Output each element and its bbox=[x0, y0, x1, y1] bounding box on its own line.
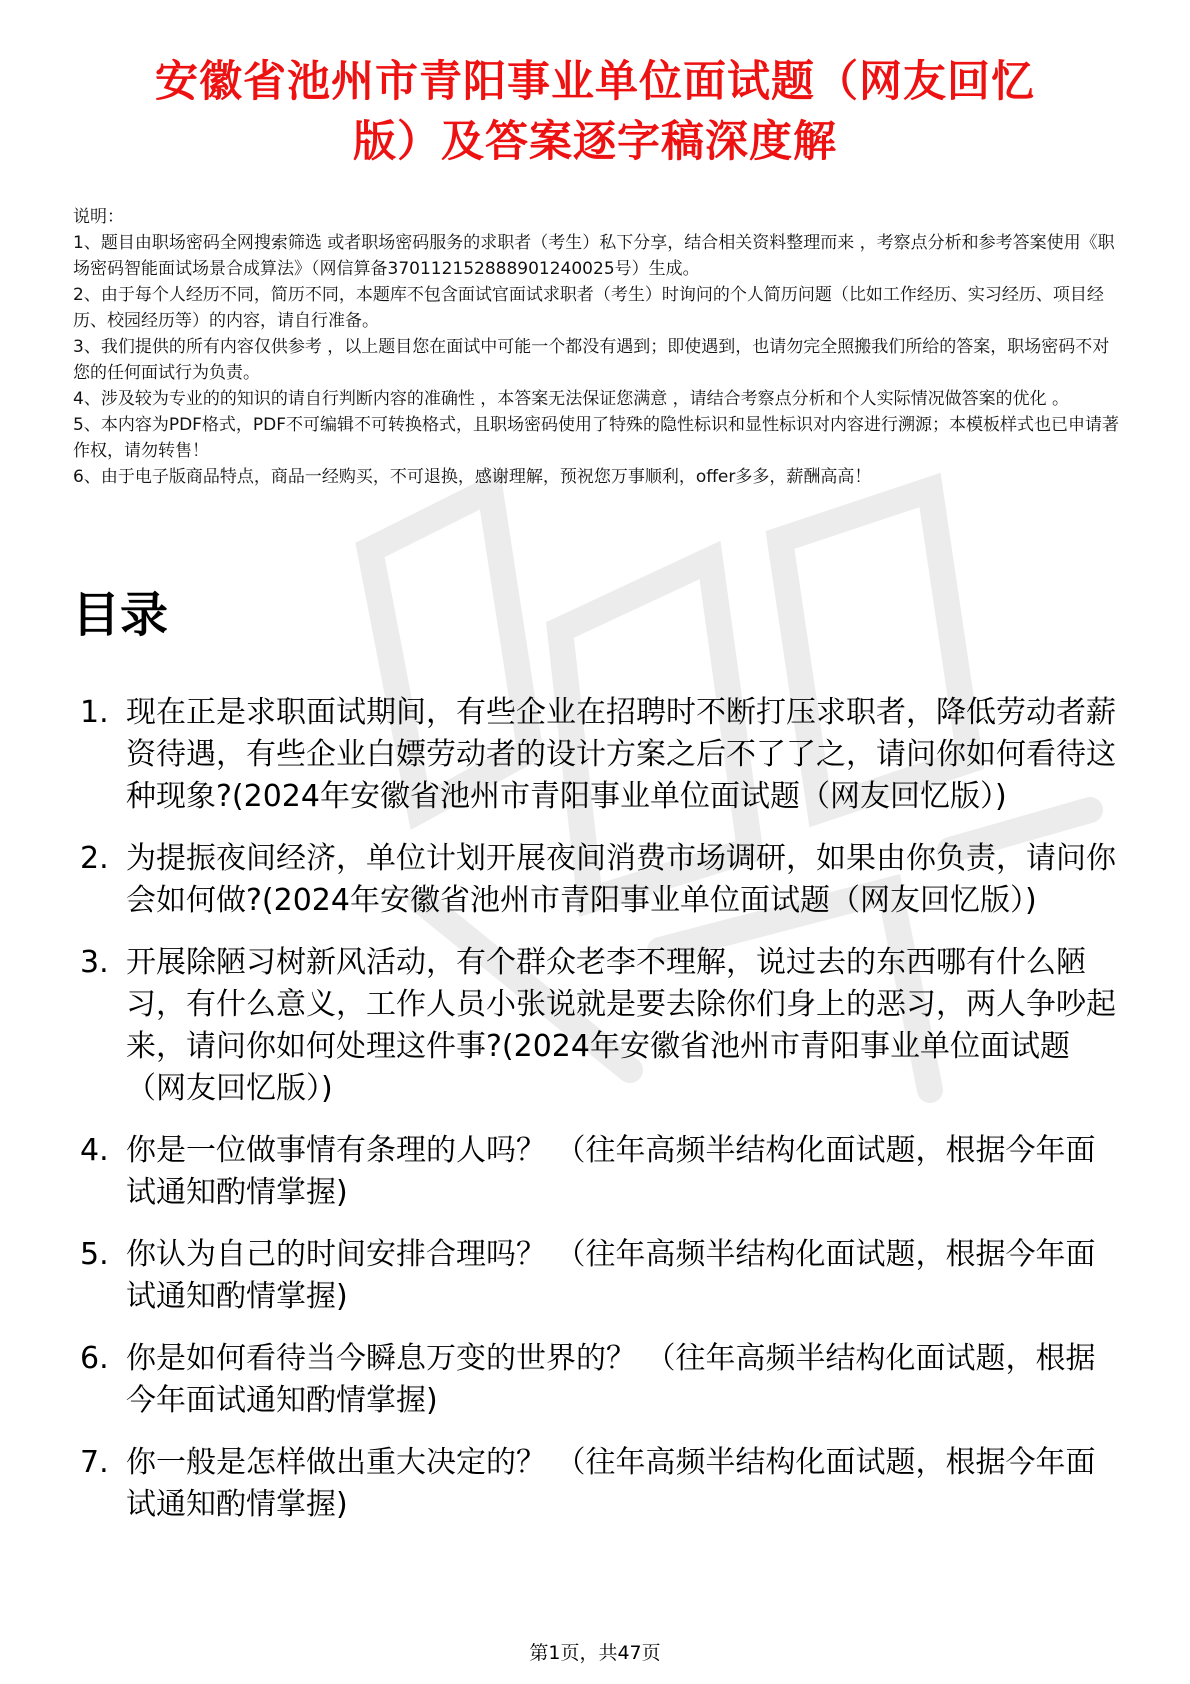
toc-heading: 目录 bbox=[72, 587, 169, 643]
toc-item[interactable] bbox=[80, 1130, 1120, 1214]
toc-item[interactable] bbox=[80, 1338, 1120, 1422]
toc-item-number: 7. bbox=[80, 1445, 109, 1480]
toc-item[interactable] bbox=[80, 1442, 1120, 1526]
toc-item-number: 4. bbox=[80, 1133, 109, 1168]
toc-item-number: 2. bbox=[80, 841, 109, 876]
title-line-2: 版）及答案逐字稿深度解 bbox=[353, 117, 837, 167]
title-line-1: 安徽省池州市青阳事业单位面试题（网友回忆 bbox=[155, 57, 1035, 107]
toc-item-number: 3. bbox=[80, 945, 109, 980]
toc-item[interactable] bbox=[80, 838, 1120, 922]
toc-item-text: 你一般是怎样做出重大决定的？ （往年高频半结构化面试题，根据今年面试通知酌情掌握) bbox=[126, 1445, 1096, 1522]
note-item-5: 5、本内容为PDF格式，PDF不可编辑不可转换格式，且职场密码使用了特殊的隐性标识和显性标识对内容进行溯源；本模板样式也已申请著作权，请勿转售！ bbox=[73, 415, 1120, 461]
toc-item-number: 5. bbox=[80, 1237, 109, 1272]
toc-item-number: 1. bbox=[80, 695, 109, 730]
toc-item-text: 为提振夜间经济，单位计划开展夜间消费市场调研，如果由你负责，请问你会如何做?(2024年安徽省池州市青阳事业单位面试题（网友回忆版）) bbox=[126, 841, 1116, 918]
note-item-4: 4、涉及较为专业的的知识的请自行判断内容的准确性 ，本答案无法保证您满意 ，请结合考察点分析和个人实际情况做答案的优化 。 bbox=[73, 389, 1070, 409]
toc-item[interactable] bbox=[80, 1234, 1120, 1318]
notes-section bbox=[73, 204, 1121, 490]
toc-item[interactable] bbox=[80, 692, 1120, 818]
toc-item-text: 开展除陋习树新风活动，有个群众老李不理解，说过去的东西哪有什么陋习，有什么意义，工作人员小张说就是要去除你们身上的恶习，两人争吵起来，请问你如何处理这件事?(2024年安徽省池州市青阳事业单位面试题（网友回忆版）) bbox=[126, 945, 1116, 1106]
page-footer: 第1页，共47页 bbox=[529, 1642, 661, 1664]
note-item-1: 1、题目由职场密码全网搜索筛选 或者职场密码服务的求职者（考生）私下分享，结合相关资料整理而来 ，考察点分析和参考答案使用《职场密码智能面试场景合成算法》（网信算备370112152888901240025号）生成。 bbox=[73, 233, 1115, 279]
document-title bbox=[70, 52, 1120, 172]
toc-item-number: 6. bbox=[80, 1341, 109, 1376]
note-item-2: 2、由于每个人经历不同，简历不同，本题库不包含面试官面试求职者（考生）时询问的个人简历问题（比如工作经历、实习经历、项目经历、校园经历等）的内容，请自行准备。 bbox=[73, 285, 1104, 331]
toc-item-text: 你是一位做事情有条理的人吗？ （往年高频半结构化面试题，根据今年面试通知酌情掌握) bbox=[126, 1133, 1096, 1210]
notes-heading: 说明： bbox=[73, 207, 124, 227]
note-item-6: 6、由于电子版商品特点，商品一经购买，不可退换，感谢理解，预祝您万事顺利，offer多多，薪酬高高！ bbox=[73, 467, 872, 487]
toc-item-text: 你是如何看待当今瞬息万变的世界的？ （往年高频半结构化面试题，根据今年面试通知酌情掌握) bbox=[126, 1341, 1096, 1418]
note-item-3: 3、我们提供的所有内容仅供参考 ，以上题目您在面试中可能一个都没有遇到；即使遇到，也请勿完全照搬我们所给的答案，职场密码不对您的任何面试行为负责。 bbox=[73, 337, 1110, 383]
toc-item-text: 你认为自己的时间安排合理吗？ （往年高频半结构化面试题，根据今年面试通知酌情掌握) bbox=[126, 1237, 1096, 1314]
table-of-contents bbox=[80, 692, 1120, 1546]
toc-item[interactable] bbox=[80, 942, 1120, 1110]
toc-item-text: 现在正是求职面试期间，有些企业在招聘时不断打压求职者，降低劳动者薪资待遇，有些企业白嫖劳动者的设计方案之后不了了之，请问你如何看待这种现象?(2024年安徽省池州市青阳事业单位面试题（网友回忆版）) bbox=[126, 695, 1116, 814]
